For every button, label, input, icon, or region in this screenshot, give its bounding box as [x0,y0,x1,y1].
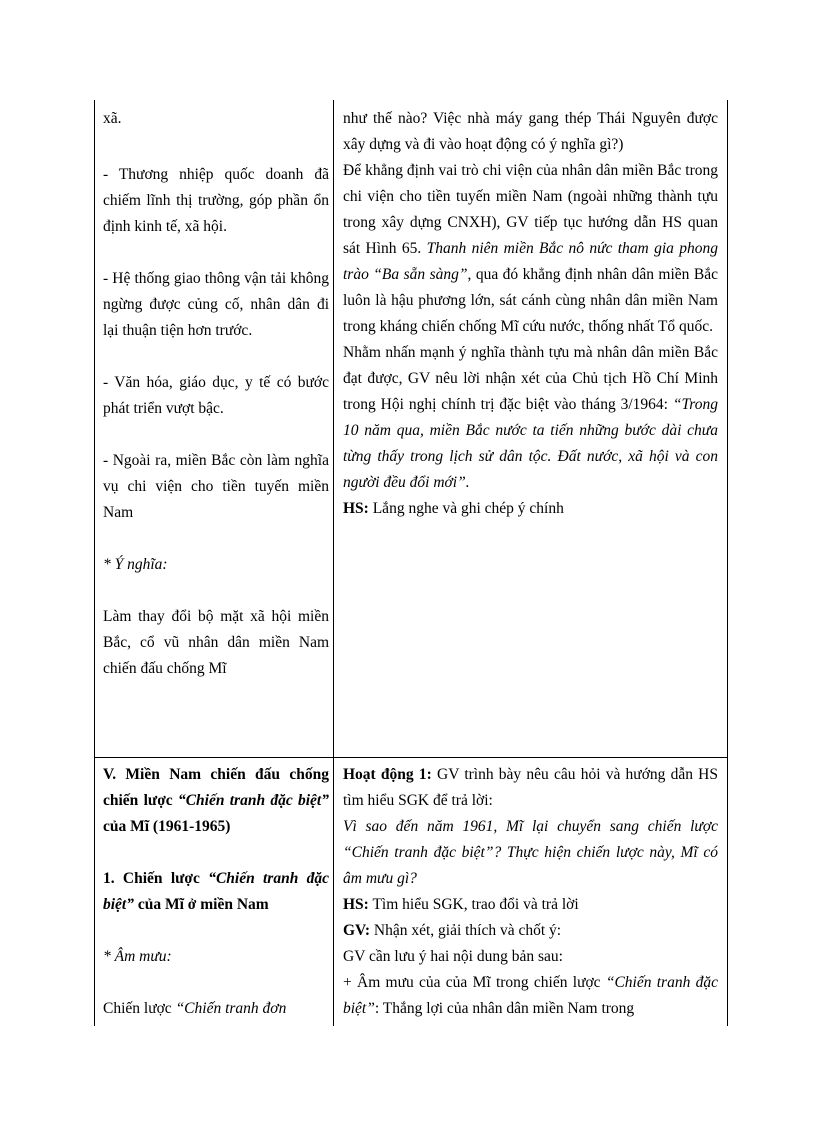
row2-activity-column [343,762,718,1022]
column-divider [333,100,334,1026]
activity-paragraph: GV: Nhận xét, giải thích và chốt ý: [343,922,562,939]
content-paragraph: - Văn hóa, giáo dục, y tế có bước phát triển vượt bậc. [103,374,329,417]
row1-content-column [103,106,329,682]
content-paragraph: Làm thay đổi bộ mặt xã hội miền Bắc, cổ vũ nhân dân miền Nam chiến đấu chống Mĩ [103,608,329,677]
content-paragraph: xã. [103,110,122,127]
table-border-left [94,100,95,1026]
activity-paragraph: HS: Tìm hiểu SGK, trao đổi và trả lời [343,896,579,913]
activity-paragraph: HS: Lắng nghe và ghi chép ý chính [343,500,564,517]
content-paragraph: - Ngoài ra, miền Bắc còn làm nghĩa vụ chi viện cho tiền tuyến miền Nam [103,452,329,521]
lesson-table [94,100,728,1026]
activity-paragraph: + Âm mưu của của Mĩ trong chiến lược “Chiến tranh đặc biệt”: Thắng lợi của nhân dân miền Nam trong [343,974,718,1017]
row-divider [94,757,728,758]
activity-paragraph: Nhằm nhấn mạnh ý nghĩa thành tựu mà nhân dân miền Bắc đạt được, GV nêu lời nhận xét của Chủ tịch Hồ Chí Minh trong Hội nghị chính trị đặc biệt vào tháng 3/1964: “Trong 10 năm qua, miền Bắc nước ta tiến những bước dài chưa từng thấy trong lịch sử dân tộc. Đất nước, xã hội và con người đều đổi mới”. [343,344,718,491]
table-border-right [727,100,728,1026]
activity-paragraph: GV cần lưu ý hai nội dung bản sau: [343,948,563,965]
content-paragraph: - Thương nhiệp quốc doanh đã chiếm lĩnh thị trường, góp phần ổn định kinh tế, xã hội. [103,166,329,235]
meaning-heading: * Ý nghĩa: [103,556,168,573]
row1-activity-column [343,106,718,522]
content-paragraph: Chiến lược “Chiến tranh đơn [103,1000,287,1017]
activity-paragraph: như thế nào? Việc nhà máy gang thép Thái Nguyên được xây dựng và đi vào hoạt động có ý nghĩa gì?) [343,110,718,153]
subsection-heading: 1. Chiến lược “Chiến tranh đặc biệt” của Mĩ ở miền Nam [103,870,329,913]
section-heading: V. Miền Nam chiến đấu chống chiến lược “Chiến tranh đặc biệt” của Mĩ (1961-1965) [103,766,329,835]
activity-paragraph: Hoạt động 1: GV trình bày nêu câu hỏi và hướng dẫn HS tìm hiểu SGK để trả lời: [343,766,718,809]
row2-content-column [103,762,329,1022]
activity-paragraph: Để khẳng định vai trò chi viện của nhân dân miền Bắc trong chi viện cho tiền tuyến miền Nam (ngoài những thành tựu trong xây dựng CNXH), GV tiếp tục hướng dẫn HS quan sát Hình 65. Thanh niên miền Bắc nô nức tham gia phong trào “Ba sẵn sàng”, qua đó khẳng định nhân dân miền Bắc luôn là hậu phương lớn, sát cánh cùng nhân dân miền Nam trong kháng chiến chống Mĩ cứu nước, thống nhất Tổ quốc. [343,162,718,335]
content-paragraph: - Hệ thống giao thông vận tải không ngừng được củng cố, nhân dân đi lại thuận tiện hơn trước. [103,270,329,339]
plot-heading: * Âm mưu: [103,948,172,965]
guiding-question: Vì sao đến năm 1961, Mĩ lại chuyển sang chiến lược “Chiến tranh đặc biệt”? Thực hiện chiến lược này, Mĩ có âm mưu gì? [343,818,718,887]
